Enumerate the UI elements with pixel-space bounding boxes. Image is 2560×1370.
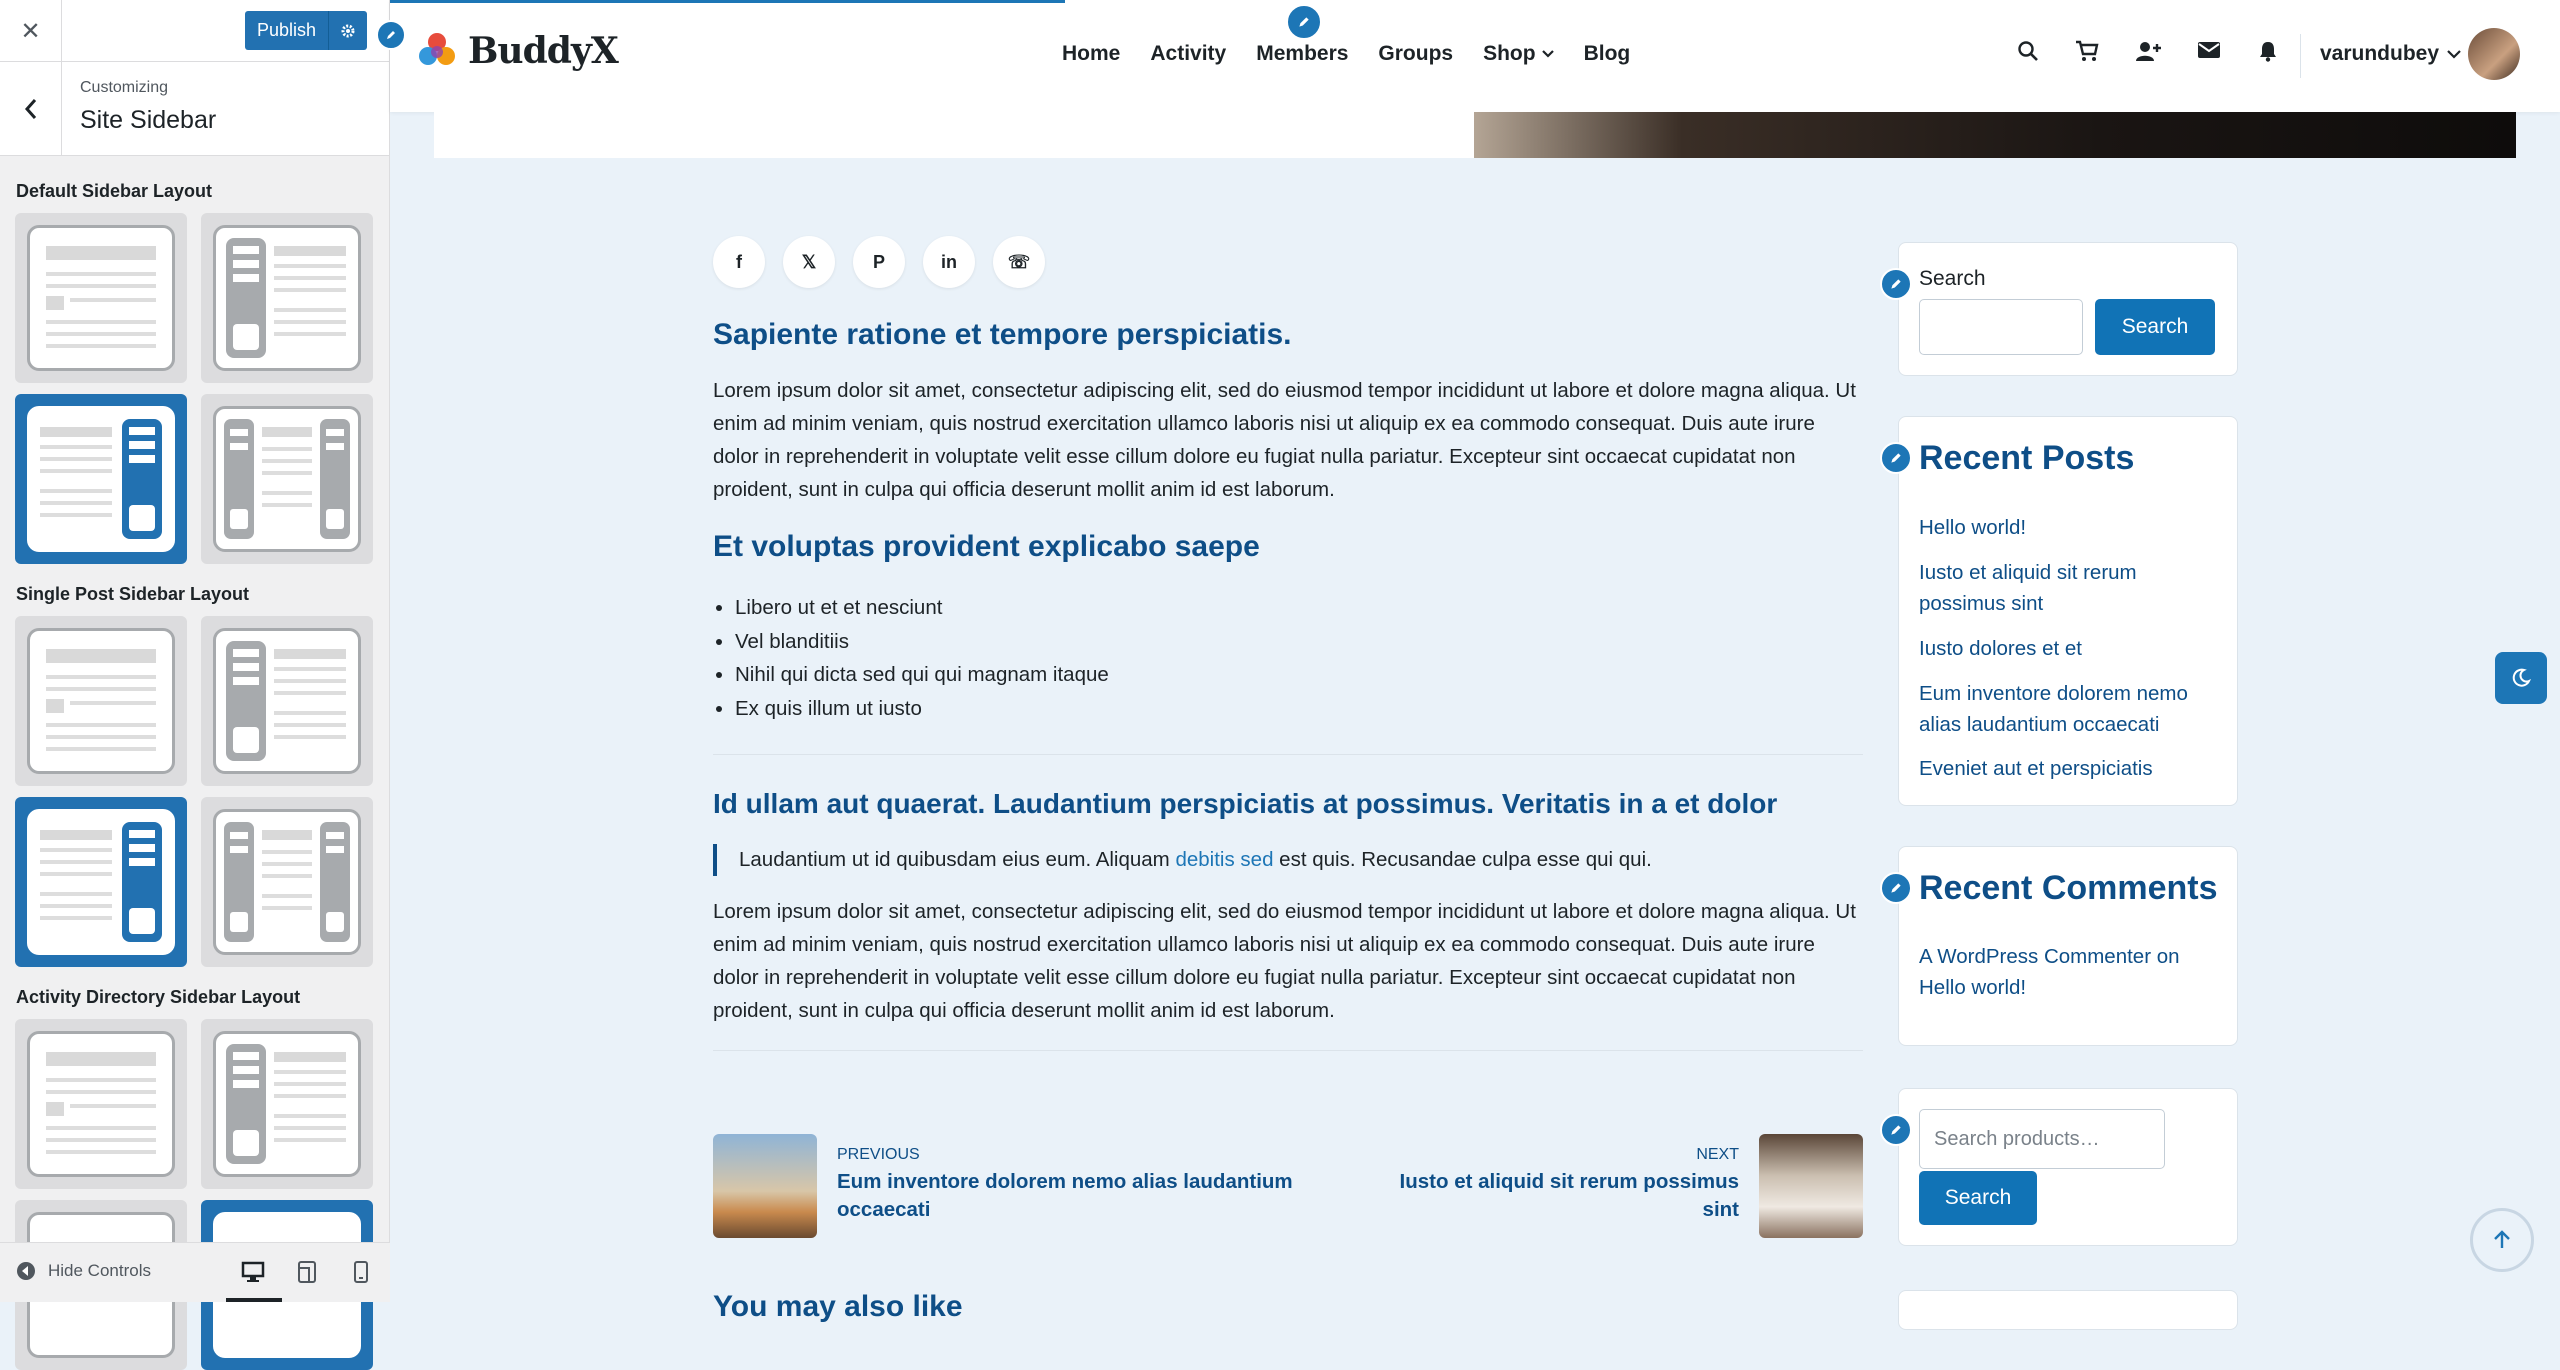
search-input[interactable] bbox=[1919, 299, 2083, 355]
site-preview bbox=[390, 0, 2560, 1323]
loading-bar bbox=[390, 0, 1065, 3]
layout-right-sidebar-icon bbox=[30, 409, 172, 549]
next-label: NEXT bbox=[1696, 1146, 1739, 1163]
recent-posts-widget bbox=[1898, 416, 2238, 806]
layout-lines-icon bbox=[30, 631, 172, 771]
nav-activity[interactable]: Activity bbox=[1150, 42, 1227, 65]
recent-comment bbox=[1919, 941, 2219, 1003]
divider bbox=[713, 754, 1863, 755]
hide-controls-label: Hide Controls bbox=[48, 1261, 151, 1280]
default-layout-right-sidebar-option[interactable] bbox=[15, 394, 187, 564]
product-search-widget bbox=[1898, 1088, 2238, 1246]
comment-on: on bbox=[2151, 945, 2180, 968]
hide-controls-button[interactable] bbox=[16, 1261, 151, 1281]
heading-3: Id ullam aut quaerat. Laudantium perspiciatis at possimus. Veritatis in a et dolor bbox=[713, 788, 1778, 819]
layout-lines-icon bbox=[30, 1034, 172, 1174]
nav-shop-item[interactable] bbox=[1483, 42, 1554, 66]
default-layout-both-sidebars-option[interactable] bbox=[201, 394, 373, 564]
layout-thumbnail bbox=[213, 225, 361, 371]
site-logo[interactable] bbox=[416, 30, 618, 72]
layout-right-sidebar-icon bbox=[30, 812, 172, 952]
list-item: • Vel blanditiis bbox=[735, 625, 1109, 659]
activity-directory-sidebar-layout-title: Activity Directory Sidebar Layout bbox=[16, 987, 301, 1007]
blockquote bbox=[713, 844, 1863, 876]
customizing-label: Customizing bbox=[80, 79, 169, 96]
widget-edit-pencil-icon[interactable] bbox=[1880, 872, 1912, 904]
customizer-footer bbox=[0, 1242, 390, 1302]
buddyx-logo-icon bbox=[416, 30, 458, 72]
single-post-sidebar-layout-title: Single Post Sidebar Layout bbox=[16, 584, 250, 604]
share-pinterest-icon[interactable]: P bbox=[853, 236, 905, 288]
notifications-bell-icon[interactable] bbox=[2257, 40, 2279, 62]
quote-text-end: est quis. Recusandae culpa esse qui qui. bbox=[1273, 848, 1652, 871]
chevron-down-icon bbox=[1542, 50, 1554, 58]
default-layout-left-sidebar-option[interactable] bbox=[201, 213, 373, 383]
recent-post-link[interactable]: Iusto et aliquid sit rerum possimus sint bbox=[1919, 561, 2137, 615]
dark-mode-toggle-icon[interactable] bbox=[2495, 652, 2547, 704]
activity-layout-left-sidebar-option[interactable] bbox=[201, 1019, 373, 1189]
layout-thumbnail bbox=[27, 406, 175, 552]
previous-post-thumbnail bbox=[713, 1134, 817, 1238]
widget-edit-pencil-icon[interactable] bbox=[1880, 1114, 1912, 1146]
primary-nav bbox=[1062, 42, 1630, 66]
recent-comments-title: Recent Comments bbox=[1919, 869, 2218, 907]
section-header bbox=[0, 62, 389, 156]
recent-posts-title: Recent Posts bbox=[1919, 439, 2135, 477]
layout-thumbnail bbox=[213, 406, 361, 552]
mobile-preview-icon[interactable] bbox=[346, 1257, 376, 1287]
recent-post-link[interactable]: Hello world! bbox=[1919, 516, 2027, 539]
related-posts-heading: You may also like bbox=[713, 1290, 963, 1323]
comment-post-link[interactable]: Hello world! bbox=[1919, 976, 2027, 999]
desktop-preview-icon[interactable] bbox=[238, 1257, 268, 1287]
share-whatsapp-icon[interactable]: ☏ bbox=[993, 236, 1045, 288]
next-post-thumbnail bbox=[1759, 1134, 1863, 1238]
section-title: Site Sidebar bbox=[80, 106, 217, 134]
comment-author-link[interactable]: A WordPress Commenter bbox=[1919, 945, 2152, 968]
layout-lines-icon bbox=[30, 228, 172, 368]
product-search-input[interactable]: Search products… bbox=[1919, 1109, 2165, 1169]
active-device-indicator bbox=[226, 1298, 282, 1302]
share-linkedin-icon[interactable]: in bbox=[923, 236, 975, 288]
publish-group bbox=[245, 11, 367, 50]
heading-2: Et voluptas provident explicabo saepe bbox=[713, 530, 1260, 563]
customizer-header bbox=[0, 0, 389, 62]
search-button[interactable]: Search bbox=[2095, 299, 2215, 355]
nav-shop: Shop bbox=[1483, 42, 1536, 65]
layout-both-sidebars-icon bbox=[216, 812, 358, 952]
default-layout-no-sidebar-option[interactable] bbox=[15, 213, 187, 383]
share-x-icon[interactable]: 𝕏 bbox=[783, 236, 835, 288]
recent-comments-widget bbox=[1898, 846, 2238, 1046]
layout-left-sidebar-icon bbox=[216, 631, 358, 771]
nav-home[interactable]: Home bbox=[1062, 42, 1121, 65]
bullet-list bbox=[735, 591, 1109, 725]
edit-shortcut-pencil-icon[interactable] bbox=[376, 20, 406, 50]
layout-thumbnail bbox=[213, 1031, 361, 1177]
layout-thumbnail bbox=[27, 809, 175, 955]
publish-settings-gear-icon[interactable] bbox=[329, 11, 367, 50]
recent-post-link[interactable]: Eum inventore dolorem nemo alias laudantium occaecati bbox=[1919, 682, 2188, 736]
logo-text: BuddyX bbox=[468, 30, 618, 72]
single-layout-left-sidebar-option[interactable] bbox=[201, 616, 373, 786]
recent-post-link[interactable]: Eveniet aut et perspiciatis bbox=[1919, 757, 2153, 780]
layout-both-sidebars-icon bbox=[216, 409, 358, 549]
featured-image-strip bbox=[434, 112, 2516, 158]
close-icon[interactable]: ✕ bbox=[0, 0, 62, 62]
tablet-preview-icon[interactable] bbox=[292, 1257, 322, 1287]
widget-edit-pencil-icon[interactable] bbox=[1880, 442, 1912, 474]
header-icons bbox=[2017, 40, 2279, 62]
widget-edit-pencil-icon[interactable] bbox=[1880, 268, 1912, 300]
share-facebook-icon[interactable]: f bbox=[713, 236, 765, 288]
recent-post-link[interactable]: Iusto dolores et et bbox=[1919, 637, 2082, 660]
nav-blog[interactable]: Blog bbox=[1583, 42, 1631, 65]
single-layout-no-sidebar-option[interactable] bbox=[15, 616, 187, 786]
previous-title: Eum inventore dolorem nemo alias laudantium occaecati bbox=[837, 1170, 1293, 1221]
list-item: • Nihil qui dicta sed qui qui magnam itaque bbox=[735, 658, 1109, 692]
paragraph-1: Lorem ipsum dolor sit amet, consectetur adipiscing elit, sed do eiusmod tempor incididunt ut labore et dolore magna aliqua. Ut enim ad minim veniam, quis nostrud exercitation ullamco laboris nisi ut aliquip ex ea commodo consequat. Duis aute irure dolor in reprehenderit in voluptate velit esse cillum dolore eu fugiat nulla pariatur. Excepteur sint occaecat cupidatat non proident, sunt in culpa qui officia deserunt mollit anim id est laborum. bbox=[713, 379, 1856, 501]
nav-members[interactable]: Members bbox=[1256, 42, 1349, 65]
layout-thumbnail bbox=[27, 1031, 175, 1177]
next-title: Iusto et aliquid sit rerum possimus sint bbox=[1399, 1170, 1739, 1221]
chevron-down-icon bbox=[2447, 50, 2461, 59]
quote-text: Laudantium ut id quibusdam eius eum. Aliquam bbox=[739, 848, 1176, 871]
list-item: • Ex quis illum ut iusto bbox=[735, 692, 1109, 726]
featured-image bbox=[1474, 112, 2516, 158]
publish-button[interactable]: Publish bbox=[245, 11, 329, 50]
layout-left-sidebar-icon bbox=[216, 228, 358, 368]
product-search-button[interactable]: Search bbox=[1919, 1171, 2037, 1225]
layout-thumbnail bbox=[27, 628, 175, 774]
customizer-panel bbox=[0, 0, 390, 1302]
messages-icon[interactable] bbox=[2197, 40, 2221, 60]
previous-label: PREVIOUS bbox=[837, 1146, 920, 1163]
nav-edit-pencil-icon[interactable] bbox=[1286, 4, 1322, 40]
search-widget bbox=[1898, 242, 2238, 376]
layout-thumbnail bbox=[213, 809, 361, 955]
cart-icon[interactable] bbox=[2075, 40, 2099, 62]
layout-thumbnail bbox=[27, 225, 175, 371]
heading-1: Sapiente ratione et tempore perspiciatis. bbox=[713, 318, 1292, 351]
layout-thumbnail bbox=[213, 628, 361, 774]
nav-groups[interactable]: Groups bbox=[1378, 42, 1454, 65]
divider bbox=[713, 1050, 1863, 1051]
scroll-to-top-icon[interactable] bbox=[2470, 1208, 2534, 1272]
header-divider bbox=[2300, 34, 2301, 78]
paragraph-2: Lorem ipsum dolor sit amet, consectetur adipiscing elit, sed do eiusmod tempor incididunt ut labore et dolore magna aliqua. Ut enim ad minim veniam, quis nostrud exercitation ullamco laboris nisi ut aliquip ex ea commodo consequat. Duis aute irure dolor in reprehenderit in voluptate velit esse cillum dolore eu fugiat nulla pariatur. Excepteur sint occaecat cupidatat non proident, sunt in culpa qui officia deserunt mollit anim id est laborum. bbox=[713, 900, 1856, 1022]
activity-layout-no-sidebar-option[interactable] bbox=[15, 1019, 187, 1189]
avatar[interactable] bbox=[2468, 28, 2520, 80]
username: varundubey bbox=[2320, 42, 2440, 65]
single-layout-both-sidebars-option[interactable] bbox=[201, 797, 373, 967]
site-header bbox=[390, 0, 2560, 112]
single-layout-right-sidebar-option[interactable] bbox=[15, 797, 187, 967]
layout-left-sidebar-icon bbox=[216, 1034, 358, 1174]
default-sidebar-layout-title: Default Sidebar Layout bbox=[16, 181, 213, 201]
quote-link[interactable]: debitis sed bbox=[1175, 848, 1274, 871]
add-friend-icon[interactable] bbox=[2135, 40, 2161, 62]
list-item: • Libero ut et et nesciunt bbox=[735, 591, 1109, 625]
back-chevron-icon[interactable] bbox=[0, 62, 62, 156]
collapse-icon bbox=[16, 1261, 36, 1281]
search-widget-label: Search bbox=[1919, 267, 1986, 290]
search-icon[interactable] bbox=[2017, 40, 2039, 62]
user-menu[interactable] bbox=[2320, 42, 2461, 66]
next-widget bbox=[1898, 1290, 2238, 1330]
